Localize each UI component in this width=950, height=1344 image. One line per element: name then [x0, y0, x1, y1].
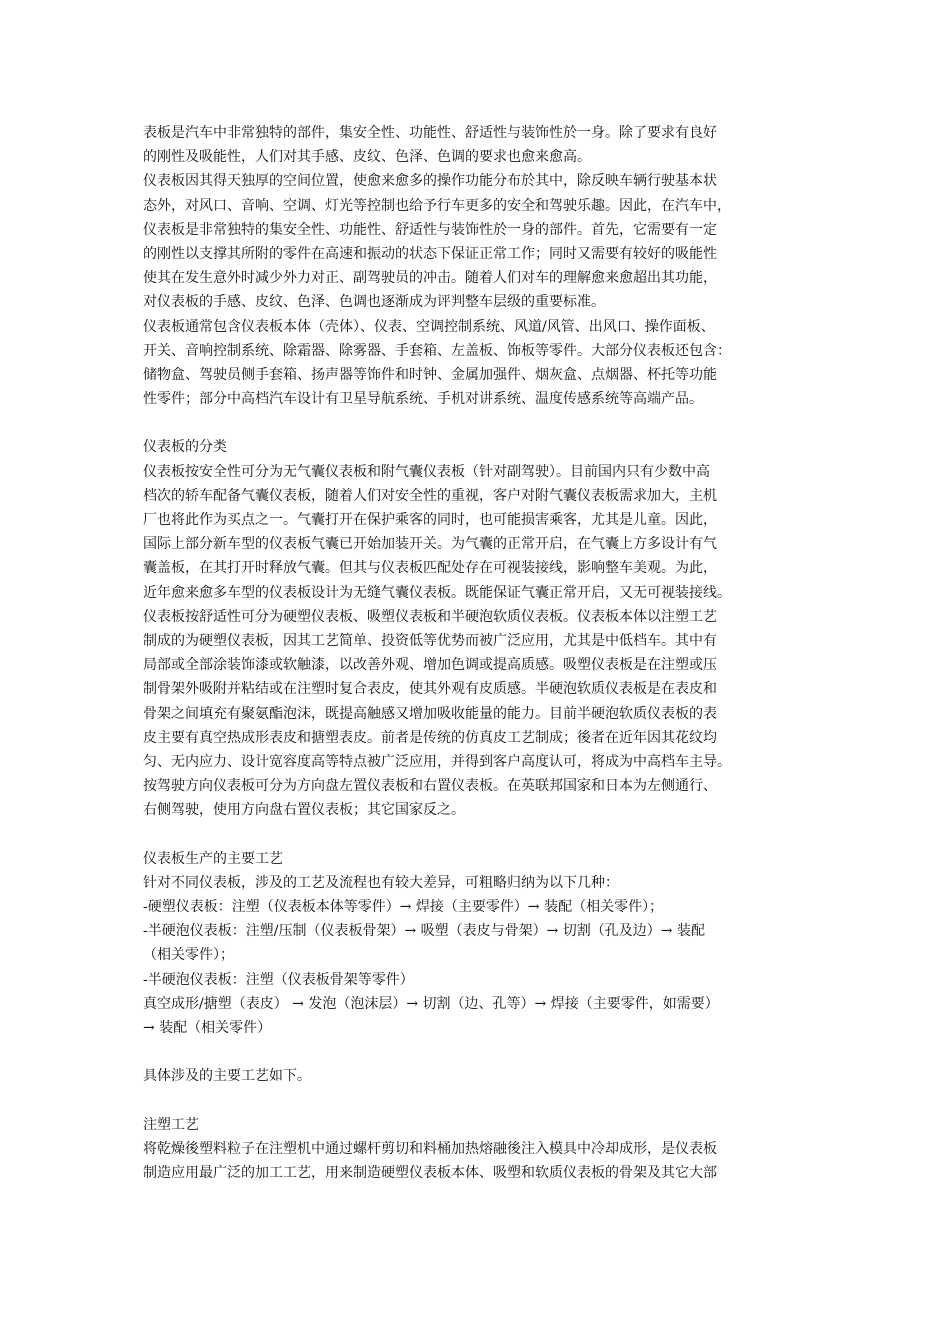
text-line: （相关零件）；	[143, 947, 234, 964]
text-line: -半硬泡仪表板：注塑（仪表板骨架等零件）	[143, 971, 414, 988]
text-line: 注塑工艺	[143, 1116, 199, 1133]
text-line: 档次的轿车配备气囊仪表板，随着人们对安全性的重视，客户对附气囊仪表板需求加大，主机	[143, 487, 717, 504]
text-line: 开关、音响控制系统、除霜器、除雾器、手套箱、左盖板、饰板等零件。大部分仪表板还包含：	[143, 342, 731, 359]
blank-line	[143, 1040, 808, 1064]
text-line: 厂也将此作为买点之一。气囊打开在保护乘客的同时，也可能损害乘客，尤其是儿童。因此，	[143, 512, 717, 528]
text-line: 仪表板因其得天独厚的空间位置，使愈来愈多的操作功能分布於其中，除反映车辆行驶基本状	[143, 173, 717, 190]
blank-line	[143, 411, 808, 435]
text-line: 匀、无内应力、设计宽容度高等特点被广泛应用，并得到客户高度认可，将成为中高档车主导。	[143, 753, 731, 770]
text-line: 仪表板按安全性可分为无气囊仪表板和附气囊仪表板（针对副驾驶）。目前国内只有少数中高	[143, 463, 710, 480]
text-line: 的刚性及吸能性，人们对其手感、皮纹、色泽、色调的要求也愈来愈高。	[143, 149, 591, 166]
text-line: 的刚性以支撑其所附的零件在高速和振动的状态下保证正常工作；同时又需要有较好的吸能性	[143, 245, 717, 262]
text-line: 真空成形/搪塑（表皮） → 发泡（泡沫层）→ 切割（边、孔等）→ 焊接（主要零件，如需要）	[143, 995, 719, 1012]
text-line: 近年愈来愈多车型的仪表板设计为无缝气囊仪表板。既能保证气囊正常开启，又无可视装接线。	[143, 584, 731, 601]
text-line: 表板是汽车中非常独特的部件，集安全性、功能性、舒适性与装饰性於一身。除了要求有良好	[143, 125, 717, 141]
text-line: 具体涉及的主要工艺如下。	[143, 1068, 311, 1085]
text-line: 制骨架外吸附并粘结或在注塑时复合表皮，使其外观有皮质感。半硬泡软质仪表板是在表皮和	[143, 681, 717, 698]
text-line: 使其在发生意外时减少外力对正、副驾驶员的冲击。随着人们对车的理解愈来愈超出其功能，	[143, 270, 717, 287]
text-line: 性零件；部分中高档汽车设计有卫星导航系统、手机对讲系统、温度传感系统等高端产品。	[143, 391, 703, 408]
text-line: 仪表板的分类	[143, 439, 227, 456]
text-line: 制成的为硬塑仪表板，因其工艺简单、投资低等优势而被广泛应用，尤其是中低档车。其中有	[143, 632, 717, 649]
text-line: -半硬泡仪表板：注塑/压制（仪表板骨架）→ 吸塑（表皮与骨架）→ 切割（孔及边）→ 装配	[143, 923, 705, 940]
text-line: 仪表板通常包含仪表板本体（壳体）、仪表、空调控制系统、风道/风管、出风口、操作面板、	[143, 318, 715, 335]
text-line: 针对不同仪表板，涉及的工艺及流程也有较大差异，可粗略归纳为以下几种：	[143, 874, 619, 891]
blank-line	[143, 822, 808, 846]
text-line: -硬塑仪表板：注塑（仪表板本体等零件）→ 焊接（主要零件）→ 装配（相关零件）；	[143, 899, 664, 915]
text-line: 态外，对风口、音响、空调、灯光等控制也给予行车更多的安全和驾驶乐趣。因此，在汽车中，	[143, 197, 731, 214]
text-line: 制造应用最广泛的加工工艺，用来制造硬塑仪表板本体、吸塑和软质仪表板的骨架及其它大部	[143, 1165, 717, 1182]
text-line: 皮主要有真空热成形表皮和搪塑表皮。前者是传统的仿真皮工艺制成；後者在近年因其花纹均	[143, 729, 717, 746]
text-line: 局部或全部涂装饰漆或软触漆，以改善外观、增加色调或提高质感。吸塑仪表板是在注塑或压	[143, 657, 717, 674]
document-body	[143, 121, 808, 1185]
text-line: 储物盒、驾驶员侧手套箱、扬声器等饰件和时钟、金属加强件、烟灰盒、点烟器、杯托等功能	[143, 366, 717, 383]
text-line: 仪表板生产的主要工艺	[143, 850, 283, 867]
text-line: → 装配（相关零件）	[143, 1019, 272, 1036]
text-line: 将乾燥後塑料粒子在注塑机中通过螺杆剪切和料桶加热熔融後注入模具中冷却成形，是仪表板	[143, 1140, 717, 1157]
text-line: 骨架之间填充有聚氨酯泡沫，既提高触感又增加吸收能量的能力。目前半硬泡软质仪表板的表	[143, 705, 717, 722]
text-line: 囊盖板，在其打开时释放气囊。但其与仪表板匹配处存在可视装接线，影响整车美观。为此，	[143, 560, 717, 577]
text-line: 仪表板是非常独特的集安全性、功能性、舒适性与装饰性於一身的部件。首先，它需要有一定	[143, 221, 717, 238]
text-line: 按驾驶方向仪表板可分为方向盘左置仪表板和右置仪表板。在英联邦国家和日本为左侧通行、	[143, 778, 717, 795]
text-line: 国际上部分新车型的仪表板气囊已开始加装开关。为气囊的正常开启，在气囊上方多设计有气	[143, 536, 717, 553]
text-line: 右侧驾驶，使用方向盘右置仪表板；其它国家反之。	[143, 802, 465, 819]
blank-line	[143, 1089, 808, 1113]
text-line: 对仪表板的手感、皮纹、色泽、色调也逐渐成为评判整车层级的重要标准。	[143, 294, 605, 311]
text-line: 仪表板按舒适性可分为硬塑仪表板、吸塑仪表板和半硬泡软质仪表板。仪表板本体以注塑工艺	[143, 608, 717, 625]
